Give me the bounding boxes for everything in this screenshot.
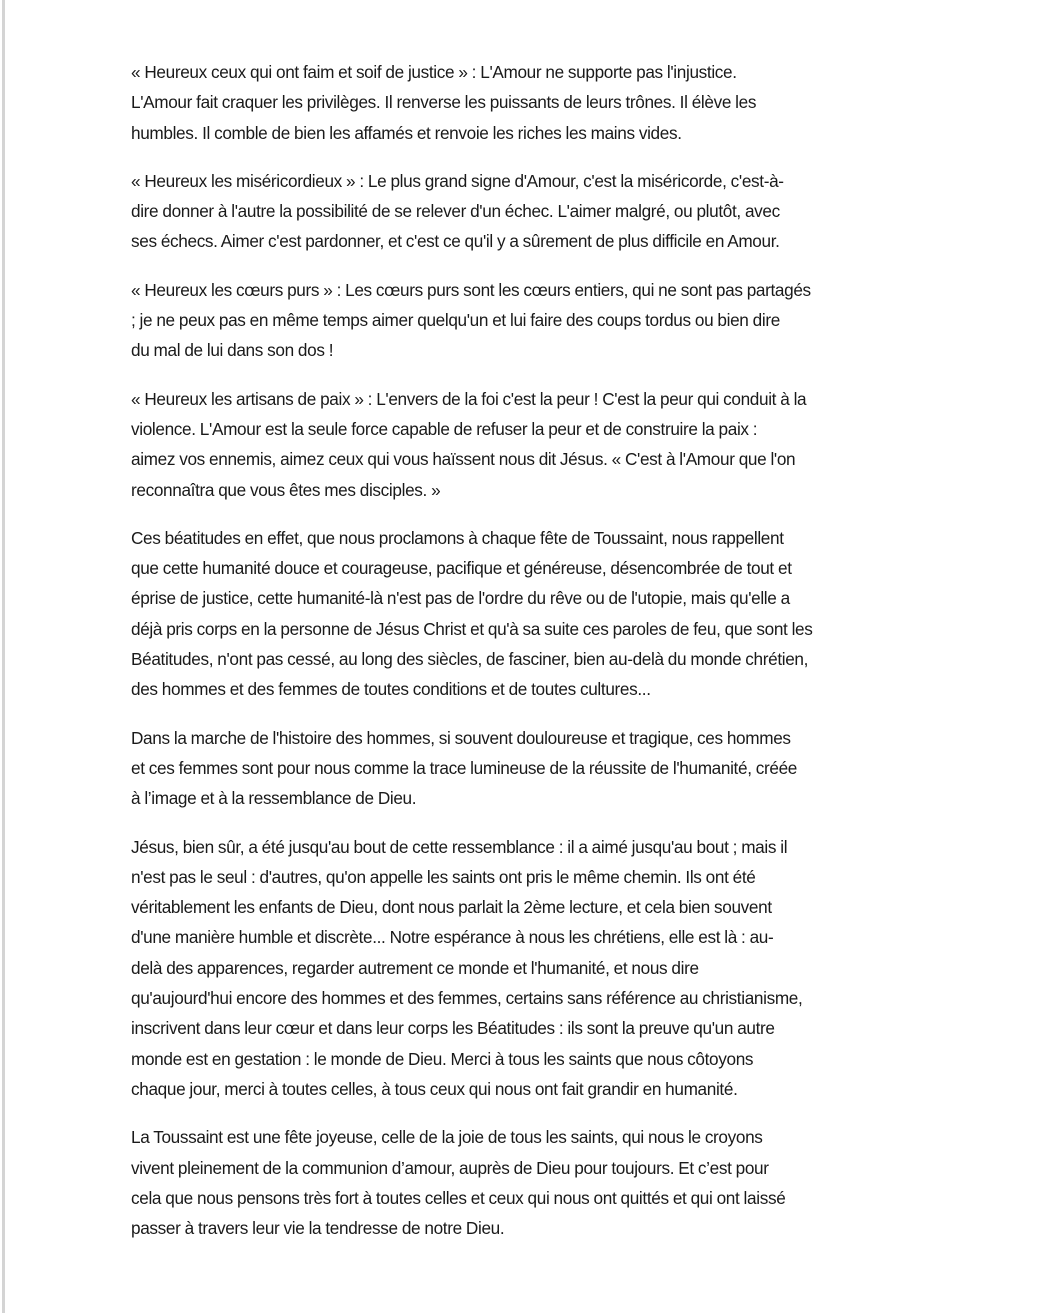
text-line: L'Amour fait craquer les privilèges. Il renverse les puissants de leurs trônes. Il élève les — [131, 92, 757, 113]
text-line: ses échecs. Aimer c'est pardonner, et c'est ce qu'il y a sûrement de plus difficile en Amour. — [131, 231, 780, 252]
paragraph — [131, 57, 961, 148]
text-line: des hommes et des femmes de toutes conditions et de toutes cultures... — [131, 679, 651, 700]
text-line: Ces béatitudes en effet, que nous proclamons à chaque fête de Toussaint, nous rappellent — [131, 527, 784, 548]
paragraph — [131, 275, 961, 366]
text-line: et ces femmes sont pour nous comme la trace lumineuse de la réussite de l'humanité, créée — [131, 757, 797, 778]
text-line: qu'aujourd'hui encore des hommes et des femmes, certains sans référence au christianisme, — [131, 988, 803, 1009]
text-line: violence. L'Amour est la seule force capable de refuser la peur et de construire la paix : — [131, 418, 758, 439]
text-line: inscrivent dans leur cœur et dans leur corps les Béatitudes : ils sont la preuve qu'un autre — [131, 1018, 775, 1039]
text-line: n'est pas le seul : d'autres, qu'on appelle les saints ont pris le même chemin. Ils ont été — [131, 866, 756, 887]
text-line: « Heureux les miséricordieux » : Le plus grand signe d'Amour, c'est la miséricorde, c'est-à- — [131, 170, 784, 191]
text-line: à l’image et à la ressemblance de Dieu. — [131, 788, 417, 809]
text-line: vivent pleinement de la communion d’amour, auprès de Dieu pour toujours. Et c’est pour — [131, 1157, 769, 1178]
page-edge-divider — [2, 0, 5, 1313]
text-line: passer à travers leur vie la tendresse de notre Dieu. — [131, 1218, 505, 1239]
text-line: Dans la marche de l'histoire des hommes, si souvent douloureuse et tragique, ces hommes — [131, 727, 791, 748]
text-line: monde est en gestation : le monde de Dieu. Merci à tous les saints que nous côtoyons — [131, 1048, 754, 1069]
text-line: « Heureux les cœurs purs » : Les cœurs purs sont les cœurs entiers, qui ne sont pas partagés — [131, 279, 811, 300]
document-body — [131, 57, 961, 1261]
text-line: chaque jour, merci à toutes celles, à tous ceux qui nous ont fait grandir en humanité. — [131, 1078, 738, 1099]
text-line: véritablement les enfants de Dieu, dont nous parlait la 2ème lecture, et cela bien souvent — [131, 897, 772, 918]
text-line: dire donner à l'autre la possibilité de se relever d'un échec. L'aimer malgré, ou plutôt, avec — [131, 201, 780, 222]
paragraph — [131, 523, 961, 705]
paragraph — [131, 166, 961, 257]
text-line: que cette humanité douce et courageuse, pacifique et généreuse, désencombrée de tout et — [131, 558, 792, 579]
text-line: du mal de lui dans son dos ! — [131, 340, 334, 361]
paragraph — [131, 384, 961, 505]
text-line: Béatitudes, n'ont pas cessé, au long des siècles, de fasciner, bien au-delà du monde chrétien, — [131, 649, 809, 670]
text-line: d'une manière humble et discrète... Notre espérance à nous les chrétiens, elle est là : au- — [131, 927, 774, 948]
text-line: cela que nous pensons très fort à toutes celles et ceux qui nous ont quittés et qui ont laissé — [131, 1187, 786, 1208]
text-line: reconnaîtra que vous êtes mes disciples. » — [131, 479, 441, 500]
text-line: aimez vos ennemis, aimez ceux qui vous haïssent nous dit Jésus. « C'est à l'Amour que l'on — [131, 449, 796, 470]
text-line: La Toussaint est une fête joyeuse, celle de la joie de tous les saints, qui nous le croyons — [131, 1127, 763, 1148]
text-line: éprise de justice, cette humanité-là n'est pas de l'ordre du rêve ou de l'utopie, mais qu'elle a — [131, 588, 790, 609]
text-line: ; je ne peux pas en même temps aimer quelqu'un et lui faire des coups tordus ou bien dire — [131, 310, 780, 331]
paragraph — [131, 1122, 961, 1243]
text-line: humbles. Il comble de bien les affamés et renvoie les riches les mains vides. — [131, 122, 682, 143]
paragraph — [131, 723, 961, 814]
text-line: Jésus, bien sûr, a été jusqu'au bout de cette ressemblance : il a aimé jusqu'au bout ; mais il — [131, 836, 788, 857]
text-line: déjà pris corps en la personne de Jésus Christ et qu'à sa suite ces paroles de feu, que sont les — [131, 618, 813, 639]
text-line: « Heureux ceux qui ont faim et soif de justice » : L'Amour ne supporte pas l'injustice. — [131, 62, 737, 82]
text-line: « Heureux les artisans de paix » : L'envers de la foi c'est la peur ! C'est la peur qui conduit à la — [131, 388, 807, 409]
text-line: delà des apparences, regarder autrement ce monde et l'humanité, et nous dire — [131, 957, 699, 978]
paragraph — [131, 832, 961, 1105]
